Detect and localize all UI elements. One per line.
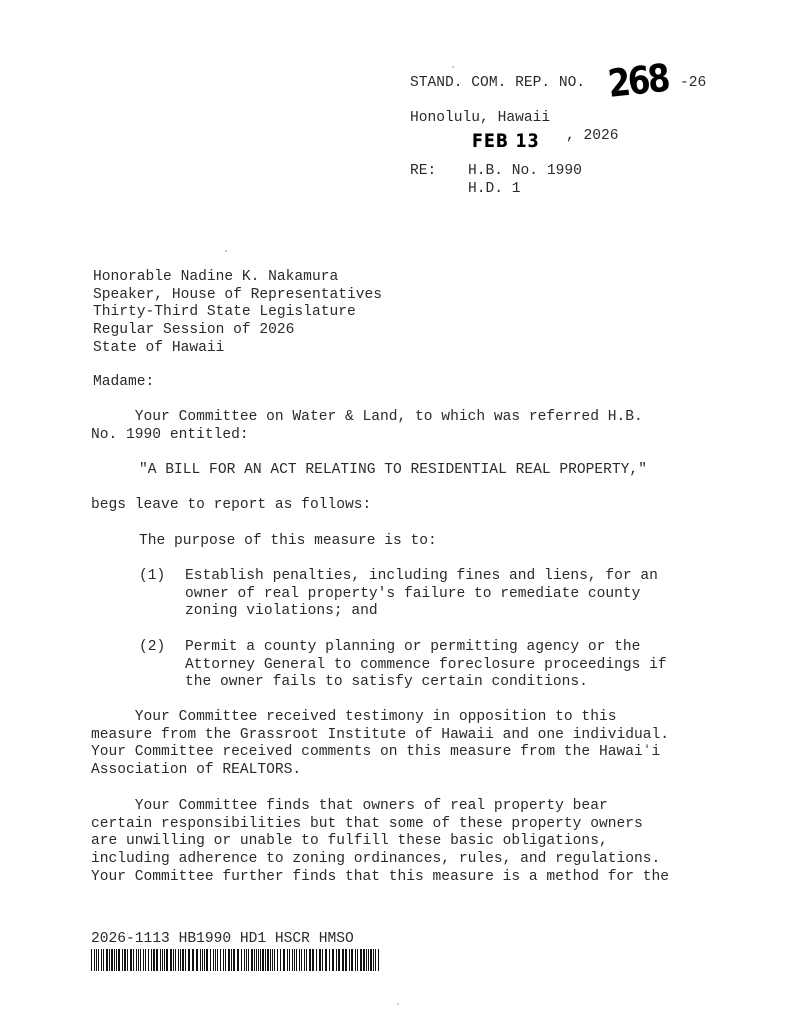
barcode-bar: [306, 949, 307, 971]
barcode-bar: [204, 949, 205, 971]
barcode-bar: [316, 949, 317, 971]
barcode-bar: [162, 949, 163, 971]
barcode-bar: [94, 949, 95, 971]
barcode-bar: [210, 949, 211, 971]
barcode-bar: [289, 949, 290, 971]
re-bill-number: H.B. No. 1990: [468, 163, 582, 179]
barcode-bar: [357, 949, 358, 971]
barcode-bar: [96, 949, 97, 971]
barcode-bar: [237, 949, 239, 971]
barcode-bar: [283, 949, 285, 971]
barcode-bar: [342, 949, 344, 971]
paragraph-begs-leave: begs leave to report as follows:: [91, 497, 372, 513]
barcode-bar: [192, 949, 194, 971]
barcode-bar: [231, 949, 232, 971]
barcode-bar: [145, 949, 146, 971]
barcode-bar: [138, 949, 139, 971]
barcode-bar: [325, 949, 327, 971]
barcode: [91, 949, 383, 971]
report-number-suffix: -26: [680, 75, 707, 91]
barcode-bar: [360, 949, 362, 971]
barcode-bar: [153, 949, 155, 971]
re-bill-draft: H.D. 1: [468, 181, 521, 197]
barcode-bar: [114, 949, 115, 971]
barcode-bar: [103, 949, 104, 971]
barcode-bar: [228, 949, 230, 971]
barcode-bar: [106, 949, 108, 971]
barcode-bar: [292, 949, 293, 971]
barcode-bar: [215, 949, 216, 971]
barcode-bar: [368, 949, 369, 971]
barcode-bar: [260, 949, 261, 971]
addressee-line: Honorable Nadine K. Nakamura: [93, 269, 339, 285]
list-item-number: (1): [139, 568, 166, 584]
paragraph-testimony: Your Committee received testimony in opposition to this measure from the Grassroot Institute of Hawaii and one individual. Your Committee received comments on this measure from the Hawaiʻi Association of REALTORS.: [91, 709, 670, 779]
barcode-bar: [133, 949, 134, 971]
re-label: RE:: [410, 163, 437, 179]
list-item-text: Permit a county planning or permitting agency or the Attorney General to commence foreclosure proceedings if the owner fails to satisfy certain conditions.: [185, 639, 667, 691]
date-year: , 2026: [566, 128, 619, 144]
barcode-bar: [309, 949, 311, 971]
barcode-bar: [188, 949, 190, 971]
paragraph-referral: Your Committee on Water & Land, to which was referred H.B. No. 1990 entitled:: [91, 409, 643, 443]
report-city: Honolulu, Hawaii: [410, 110, 551, 126]
addressee-line: Thirty-Third State Legislature: [93, 304, 356, 321]
barcode-bar: [304, 949, 305, 971]
barcode-bar: [294, 949, 295, 971]
barcode-bar: [109, 949, 110, 971]
barcode-bar: [140, 949, 141, 971]
barcode-bar: [206, 949, 208, 971]
barcode-bar: [244, 949, 245, 971]
barcode-bar: [258, 949, 259, 971]
barcode-bar: [322, 949, 323, 971]
barcode-bar: [272, 949, 273, 971]
date-stamp: FEB 13: [472, 130, 540, 152]
barcode-bar: [178, 949, 179, 971]
barcode-bar: [277, 949, 278, 971]
barcode-bar: [182, 949, 184, 971]
barcode-bar: [200, 949, 201, 971]
barcode-bar: [256, 949, 257, 971]
barcode-bar: [196, 949, 198, 971]
scan-speck: [452, 66, 454, 68]
barcode-bar: [248, 949, 249, 971]
barcode-bar: [338, 949, 340, 971]
barcode-bar: [280, 949, 281, 971]
barcode-bar: [312, 949, 314, 971]
barcode-bar: [296, 949, 297, 971]
barcode-bar: [202, 949, 203, 971]
report-number-label: STAND. COM. REP. NO.: [410, 75, 586, 91]
barcode-bar: [254, 949, 255, 971]
barcode-bar: [180, 949, 181, 971]
barcode-bar: [185, 949, 186, 971]
barcode-bar: [127, 949, 128, 971]
barcode-bar: [220, 949, 221, 971]
bill-title-quote: "A BILL FOR AN ACT RELATING TO RESIDENTIAL REAL PROPERTY,": [139, 462, 647, 478]
barcode-bar: [349, 949, 350, 971]
barcode-bar: [160, 949, 161, 971]
report-number-handwritten: 268: [605, 55, 670, 106]
barcode-bar: [270, 949, 271, 971]
list-item-number: (2): [139, 639, 166, 655]
addressee-block: [93, 269, 382, 358]
barcode-bar: [336, 949, 337, 971]
barcode-bar: [274, 949, 275, 971]
barcode-bar: [299, 949, 300, 971]
barcode-bar: [301, 949, 302, 971]
barcode-bar: [329, 949, 330, 971]
barcode-bar: [151, 949, 152, 971]
barcode-bar: [122, 949, 123, 971]
barcode-bar: [373, 949, 374, 971]
barcode-bar: [345, 949, 347, 971]
addressee-line: State of Hawaii: [93, 339, 225, 356]
barcode-bar: [332, 949, 334, 971]
barcode-bar: [143, 949, 144, 971]
scan-speck: [397, 1003, 399, 1005]
barcode-bar: [116, 949, 117, 971]
barcode-bar: [233, 949, 235, 971]
barcode-bar: [175, 949, 176, 971]
addressee-line: Speaker, House of Representatives: [93, 286, 383, 303]
barcode-bar: [213, 949, 214, 971]
barcode-bar: [136, 949, 137, 971]
salutation: Madame:: [93, 374, 155, 390]
barcode-bar: [246, 949, 247, 971]
barcode-bar: [265, 949, 266, 971]
barcode-bar: [375, 949, 376, 971]
barcode-bar: [91, 949, 92, 971]
barcode-bar: [98, 949, 99, 971]
addressee-line: Regular Session of 2026: [93, 322, 295, 339]
barcode-bar: [319, 949, 321, 971]
barcode-bar: [164, 949, 165, 971]
barcode-bar: [101, 949, 102, 971]
paragraph-findings: Your Committee finds that owners of real property bear certain responsibilities but that some of these property owners are unwilling or unable to fulfill these basic obligations, including adherence to zoning ordinances, rules, and regulations. Your Committee further finds that this measure is a method for the: [91, 798, 670, 885]
barcode-bar: [262, 949, 264, 971]
barcode-bar: [370, 949, 372, 971]
document-code: 2026-1113 HB1990 HD1 HSCR HMSO: [91, 931, 354, 947]
barcode-bar: [111, 949, 113, 971]
barcode-bar: [225, 949, 226, 971]
barcode-bar: [363, 949, 365, 971]
barcode-bar: [355, 949, 356, 971]
barcode-bar: [378, 949, 379, 971]
paragraph-purpose: The purpose of this measure is to:: [139, 533, 437, 549]
barcode-bar: [173, 949, 174, 971]
barcode-bar: [130, 949, 132, 971]
barcode-bar: [156, 949, 158, 971]
barcode-bar: [170, 949, 172, 971]
barcode-bar: [223, 949, 224, 971]
scan-speck: [225, 250, 227, 252]
barcode-bar: [366, 949, 367, 971]
list-item-text: Establish penalties, including fines and liens, for an owner of real property's failure to remediate county zoning violations; and: [185, 568, 658, 620]
barcode-bar: [217, 949, 218, 971]
barcode-bar: [287, 949, 288, 971]
barcode-bar: [267, 949, 269, 971]
barcode-bar: [251, 949, 253, 971]
barcode-bar: [351, 949, 353, 971]
barcode-bar: [118, 949, 120, 971]
barcode-bar: [241, 949, 242, 971]
barcode-bar: [166, 949, 168, 971]
barcode-bar: [124, 949, 126, 971]
barcode-bar: [148, 949, 149, 971]
